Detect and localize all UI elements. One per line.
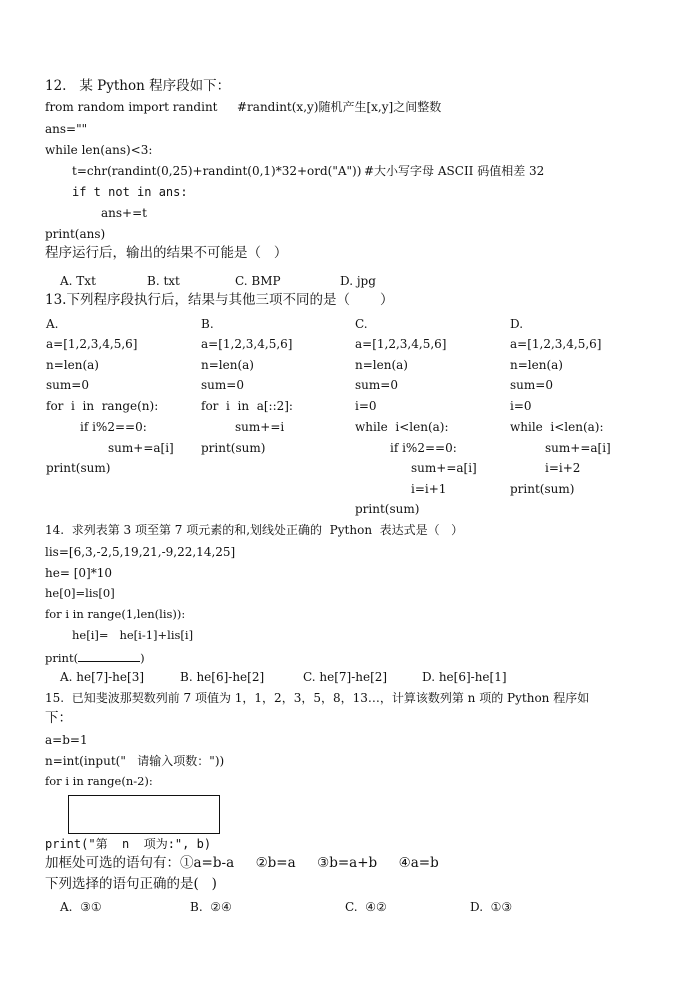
q14-he0-line: he[0]=lis[0] [45,586,115,600]
q12-ans-init: ans="" [45,122,88,136]
q13-c-line: print(sum) [355,502,420,516]
q13-c-line: i=i+1 [411,482,447,496]
q13-d-line: i=i+2 [545,461,581,475]
q13-b-line: n=len(a) [201,358,254,372]
q13-b-label: B. [201,317,214,331]
q12-print-line: print(ans) [45,227,106,241]
q12-option-c: C. BMP [235,274,281,288]
q15-option-a: A. ③① [60,900,102,914]
q13-a-label: A. [46,317,59,331]
q13-c-line: i=0 [355,399,377,413]
q13-a-line: a=[1,2,3,4,5,6] [46,337,138,351]
q12-option-d: D. jpg [340,274,376,288]
q13-question: 13.下列程序段执行后，结果与其他三项不同的是（ ） [45,292,394,308]
q14-body-line: he[i]= he[i-1]+lis[i] [72,628,194,642]
q13-c-line: n=len(a) [355,358,408,372]
q15-option-b: B. ②④ [190,900,232,914]
q13-c-line: sum=0 [355,378,398,392]
q12-import-comment: #randint(x,y)随机产生[x,y]之间整数 [237,100,442,114]
q12-question: 程序运行后，输出的结果不可能是（ ） [45,245,288,261]
q13-b-line: sum+=i [235,420,285,434]
q13-d-line: sum=0 [510,378,553,392]
q14-question: 14. 求列表第 3 项至第 7 项元素的和,划线处正确的 Python 表达式是（ ） [45,523,464,537]
q13-d-line: print(sum) [510,482,575,496]
q12-option-a: A. Txt [60,274,96,288]
q13-b-line: print(sum) [201,441,266,455]
q15-for-line: for i in range(n-2): [45,774,153,788]
q15-option-c: C. ④② [345,900,387,914]
q13-d-line: n=len(a) [510,358,563,372]
q12-if-line: if t not in ans: [72,185,188,199]
code-answer-box [68,795,220,834]
q13-b-line: for i in a[::2]: [201,399,293,413]
q13-d-label: D. [510,317,524,331]
q14-option-b: B. he[6]-he[2] [180,670,265,684]
q13-c-line: while i<len(a): [355,420,449,434]
q13-c-line: if i%2==0: [390,441,457,455]
q13-d-line: sum+=a[i] [545,441,611,455]
q14-for-line: for i in range(1,len(lis)): [45,607,186,621]
q15-question-line2: 下： [45,710,72,726]
q13-c-label: C. [355,317,368,331]
q13-a-line: sum+=a[i] [108,441,174,455]
q15-print-line: print("第 n 项为:", b) [45,837,212,851]
q15-choices-line: 加框处可选的语句有：①a=b-a ②b=a ③b=a+b ④a=b [45,855,439,871]
q13-a-line: n=len(a) [46,358,99,372]
q12-import-line: from random import randint [45,100,218,114]
q15-input-line: n=int(input(" 请输入项数：")) [45,754,225,768]
q13-a-line: sum=0 [46,378,89,392]
q14-option-c: C. he[7]-he[2] [303,670,388,684]
q12-while-line: while len(ans)<3: [45,143,153,157]
q14-lis-line: lis=[6,3,-2,5,19,21,-9,22,14,25] [45,545,236,559]
q15-question-line1: 15. 已知斐波那契数列前 7 项值为 1，1，2，3，5，8，13…，计算该数列第 n 项的 Python 程序如 [45,691,590,705]
q14-option-a: A. he[7]-he[3] [60,670,145,684]
q13-d-line: a=[1,2,3,4,5,6] [510,337,602,351]
answer-blank [78,651,140,662]
q14-he-line: he= [0]*10 [45,566,112,580]
q15-question: 下列选择的语句正确的是( ) [45,876,217,892]
q12-assign-line: t=chr(randint(0,25)+randint(0,1)*32+ord("A")) [72,164,362,178]
q15-option-d: D. ①③ [470,900,513,914]
q12-option-b: B. txt [147,274,180,288]
q15-init-line: a=b=1 [45,733,88,747]
q13-b-line: sum=0 [201,378,244,392]
q12-append-line: ans+=t [101,206,147,220]
q13-a-line: if i%2==0: [80,420,147,434]
q13-c-line: sum+=a[i] [411,461,477,475]
q13-d-line: i=0 [510,399,532,413]
q14-print-line [45,651,145,665]
q14-print-prefix: print( [45,651,79,665]
q13-b-line: a=[1,2,3,4,5,6] [201,337,293,351]
q14-print-suffix: ) [140,651,145,665]
q14-option-d: D. he[6]-he[1] [422,670,507,684]
q12-title: 12. 某 Python 程序段如下： [45,78,231,94]
q13-a-line: print(sum) [46,461,111,475]
q13-a-line: for i in range(n): [46,399,159,413]
q13-c-line: a=[1,2,3,4,5,6] [355,337,447,351]
q13-d-line: while i<len(a): [510,420,604,434]
q12-assign-comment: #大小写字母 ASCII 码值相差 32 [364,164,545,178]
